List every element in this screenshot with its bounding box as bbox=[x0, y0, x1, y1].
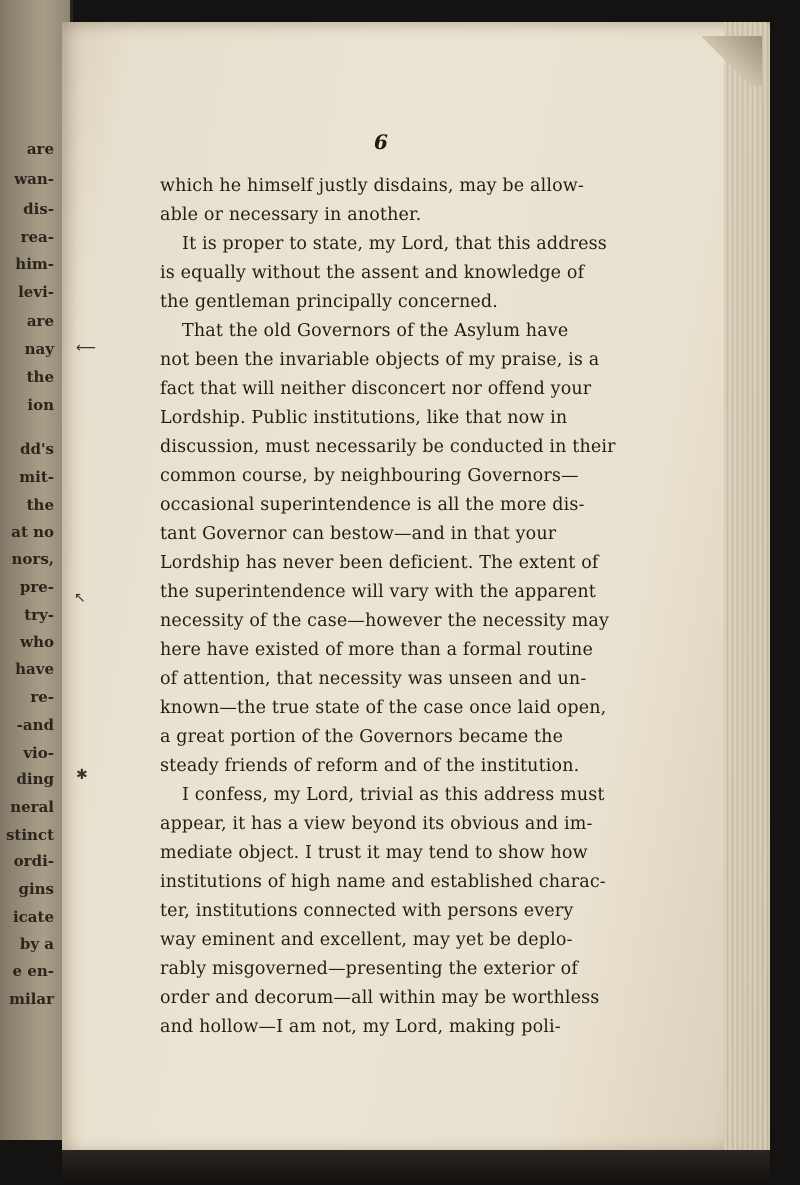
previous-page-fragment: who bbox=[20, 633, 54, 651]
previous-page-fragment: dis- bbox=[23, 200, 54, 218]
previous-page-fragment: at no bbox=[11, 523, 54, 541]
previous-page-fragment: the bbox=[26, 496, 54, 514]
margin-mark-icon: ⟵ bbox=[76, 340, 97, 356]
previous-page-fragment: have bbox=[15, 660, 54, 678]
book-page bbox=[62, 22, 770, 1154]
text-line: tant Governor can bestow—and in that your bbox=[160, 524, 557, 544]
previous-page-fragment: ordi- bbox=[13, 852, 54, 870]
previous-page-fragment: rea- bbox=[20, 228, 54, 246]
text-line: is equally without the assent and knowledge of bbox=[160, 263, 585, 283]
text-line: the gentleman principally concerned. bbox=[160, 292, 498, 312]
previous-page-fragment: pre- bbox=[19, 578, 54, 596]
text-line: occasional superintendence is all the more dis- bbox=[160, 495, 585, 515]
previous-page-fragment: nors, bbox=[11, 550, 54, 568]
previous-page-fragment: wan- bbox=[14, 170, 54, 188]
text-line: Lordship has never been deficient. The extent of bbox=[160, 553, 599, 573]
text-line: ter, institutions connected with persons every bbox=[160, 901, 574, 921]
text-line: way eminent and excellent, may yet be deplo- bbox=[160, 930, 573, 950]
text-line: not been the invariable objects of my praise, is a bbox=[160, 350, 600, 370]
margin-mark-icon: ✱ bbox=[76, 767, 88, 783]
previous-page-fragment: try- bbox=[24, 606, 54, 624]
previous-page-fragment: dd's bbox=[19, 440, 54, 458]
text-line: institutions of high name and established charac- bbox=[160, 872, 606, 892]
previous-page-fragment: -and bbox=[16, 716, 54, 734]
text-line: here have existed of more than a formal routine bbox=[160, 640, 593, 660]
previous-page-text-fragments bbox=[0, 0, 70, 1140]
previous-page-fragment: levi- bbox=[18, 283, 54, 301]
margin-mark-icon: ↖ bbox=[74, 590, 86, 606]
text-line: which he himself justly disdains, may be allow- bbox=[160, 176, 584, 196]
text-line: mediate object. I trust it may tend to show how bbox=[160, 843, 588, 863]
text-line: That the old Governors of the Asylum have bbox=[182, 321, 569, 341]
page-bottom-shadow bbox=[62, 1150, 770, 1185]
page-number: 6 bbox=[374, 130, 388, 154]
previous-page-fragment: the bbox=[26, 368, 54, 386]
text-line: It is proper to state, my Lord, that this address bbox=[182, 234, 607, 254]
previous-page-fragment: are bbox=[26, 312, 54, 330]
corner-fold bbox=[702, 36, 762, 86]
previous-page-fragment: neral bbox=[10, 798, 54, 816]
previous-page-fragment: ion bbox=[27, 396, 54, 414]
previous-page-fragment: re- bbox=[30, 688, 54, 706]
text-line: rably misgoverned—presenting the exterior of bbox=[160, 959, 578, 979]
previous-page-fragment: nay bbox=[24, 340, 54, 358]
previous-page-fragment: milar bbox=[9, 990, 54, 1008]
previous-page-fragment: mit- bbox=[19, 468, 54, 486]
text-line: the superintendence will vary with the apparent bbox=[160, 582, 596, 602]
previous-page-fragment: e en- bbox=[12, 962, 54, 980]
previous-page-fragment: stinct bbox=[5, 826, 54, 844]
text-line: of attention, that necessity was unseen and un- bbox=[160, 669, 587, 689]
text-line: and hollow—I am not, my Lord, making poli- bbox=[160, 1017, 561, 1037]
text-line: common course, by neighbouring Governors— bbox=[160, 466, 579, 486]
text-line: discussion, must necessarily be conducted in their bbox=[160, 437, 616, 457]
text-line: a great portion of the Governors became the bbox=[160, 727, 564, 747]
text-line: able or necessary in another. bbox=[160, 205, 422, 225]
previous-page-fragment: are bbox=[26, 140, 54, 158]
previous-page-fragment: by a bbox=[19, 935, 54, 953]
previous-page-fragment: him- bbox=[15, 255, 54, 273]
text-line: Lordship. Public institutions, like that now in bbox=[160, 408, 568, 428]
text-line: steady friends of reform and of the institution. bbox=[160, 756, 580, 776]
text-line: fact that will neither disconcert nor offend your bbox=[160, 379, 592, 399]
previous-page-fragment: vio- bbox=[23, 744, 54, 762]
previous-page-fragment: icate bbox=[12, 908, 54, 926]
page-edge bbox=[724, 22, 770, 1154]
text-line: known—the true state of the case once laid open, bbox=[160, 698, 607, 718]
previous-page-fragment: gins bbox=[18, 880, 54, 898]
text-line: necessity of the case—however the necessity may bbox=[160, 611, 610, 631]
text-line: I confess, my Lord, trivial as this address must bbox=[182, 785, 605, 805]
previous-page-fragment: ding bbox=[16, 770, 54, 788]
body-text bbox=[160, 172, 680, 1042]
text-line: appear, it has a view beyond its obvious and im- bbox=[160, 814, 593, 834]
text-line: order and decorum—all within may be worthless bbox=[160, 988, 600, 1008]
